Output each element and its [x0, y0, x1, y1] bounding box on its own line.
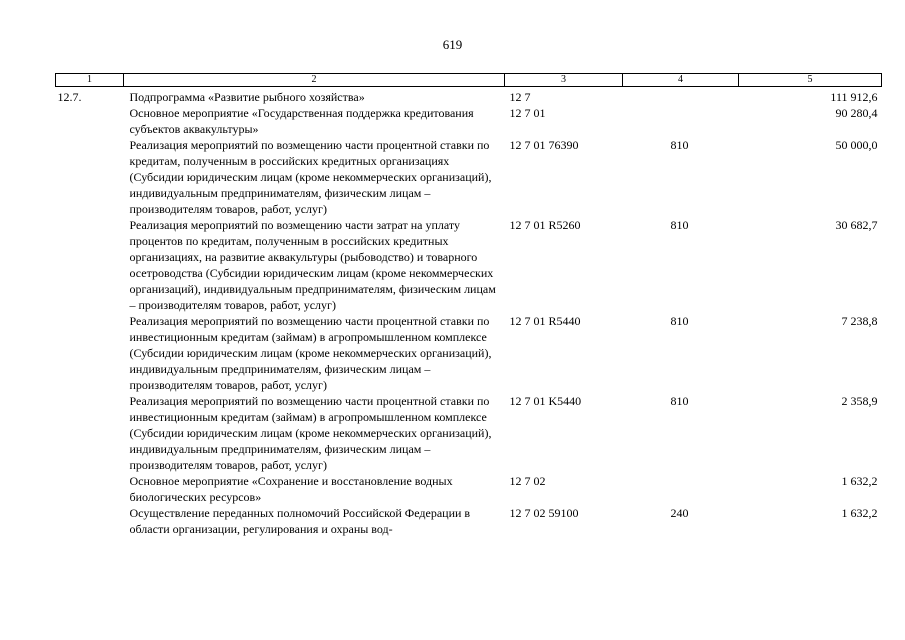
- table-row: [56, 313, 882, 393]
- row-expense-type: 240: [670, 506, 689, 520]
- row-number: [56, 137, 124, 217]
- row-name: Реализация мероприятий по возмещению части процентной ставки по кредитам, полученным в российских кредитных организациях (Субсидии юридическим лицам (кроме некоммерческих организаций), индивидуальным предпринимателям, физическим лицам – производителям товаров, работ, услуг): [129, 138, 492, 216]
- row-name: Реализация мероприятий по возмещению части процентной ставки по инвестиционным кредитам (займам) в агропромышленном комплексе (Субсидии юридическим лицам (кроме некоммерческих организаций), индивидуальным предпринимателям, физическим лицам – производителям товаров, работ, услуг): [129, 394, 492, 472]
- row-amount: 1 632,2: [841, 474, 878, 488]
- table-row: [56, 505, 882, 537]
- row-code: 12 7: [509, 90, 531, 104]
- row-amount: 7 238,8: [841, 314, 878, 328]
- row-expense-type: 810: [670, 314, 689, 328]
- row-amount: 90 280,4: [835, 106, 878, 120]
- row-name: Основное мероприятие «Государственная поддержка кредитования субъектов аквакультуры»: [129, 106, 474, 136]
- row-expense-type: [623, 105, 739, 137]
- row-expense-type: [623, 473, 739, 505]
- column-header-3: 3: [505, 74, 623, 87]
- row-amount: 111 912,6: [830, 90, 878, 104]
- table-row: [56, 87, 882, 106]
- row-code: 12 7 01: [509, 106, 546, 120]
- row-name: Основное мероприятие «Сохранение и восстановление водных биологических ресурсов»: [129, 474, 453, 504]
- row-expense-type: 810: [670, 138, 689, 152]
- row-number: 12.7.: [57, 90, 82, 104]
- table-body: [56, 87, 882, 538]
- row-amount: 1 632,2: [841, 506, 878, 520]
- table-header: [56, 74, 882, 87]
- page-number: 619: [442, 37, 463, 52]
- row-amount: 30 682,7: [835, 218, 878, 232]
- row-number: [56, 505, 124, 537]
- row-number: [56, 105, 124, 137]
- row-code: 12 7 02 59100: [509, 506, 579, 520]
- table-row: [56, 473, 882, 505]
- row-name: Реализация мероприятий по возмещению части затрат на уплату процентов по кредитам, полученным в российских кредитных организациях, на развитие аквакультуры (рыбоводство) и товарного осетроводства (Субсидии юридическим лицам (кроме некоммерческих организаций), индивидуальным предпринимателям, физическим лицам – производителям товаров, работ, услуг): [129, 218, 496, 312]
- table-row: [56, 137, 882, 217]
- row-amount: 50 000,0: [835, 138, 878, 152]
- row-code: 12 7 01 R5260: [509, 218, 581, 232]
- table-row: [56, 105, 882, 137]
- row-code: 12 7 01 K5440: [509, 394, 582, 408]
- table-row: [56, 217, 882, 313]
- row-expense-type: 810: [670, 394, 689, 408]
- column-header-1: 1: [56, 74, 124, 87]
- table-row: [56, 393, 882, 473]
- header-row: [56, 74, 882, 87]
- row-name: Осуществление переданных полномочий Российской Федерации в области организации, регулирования и охраны вод-: [129, 506, 471, 536]
- row-number: [56, 217, 124, 313]
- row-code: 12 7 02: [509, 474, 546, 488]
- row-code: 12 7 01 76390: [509, 138, 579, 152]
- row-expense-type: [623, 87, 739, 106]
- row-amount: 2 358,9: [841, 394, 878, 408]
- row-number: [56, 313, 124, 393]
- column-header-2: 2: [124, 74, 505, 87]
- row-number: [56, 473, 124, 505]
- row-expense-type: 810: [670, 218, 689, 232]
- row-name: Реализация мероприятий по возмещению части процентной ставки по инвестиционным кредитам (займам) в агропромышленном комплексе (Субсидии юридическим лицам (кроме некоммерческих организаций), индивидуальным предпринимателям, физическим лицам – производителям товаров, работ, услуг): [129, 314, 492, 392]
- row-number: [56, 393, 124, 473]
- row-code: 12 7 01 R5440: [509, 314, 581, 328]
- column-header-4: 4: [623, 74, 739, 87]
- column-header-5: 5: [739, 74, 882, 87]
- row-name: Подпрограмма «Развитие рыбного хозяйства»: [129, 90, 365, 104]
- budget-table: [55, 73, 882, 537]
